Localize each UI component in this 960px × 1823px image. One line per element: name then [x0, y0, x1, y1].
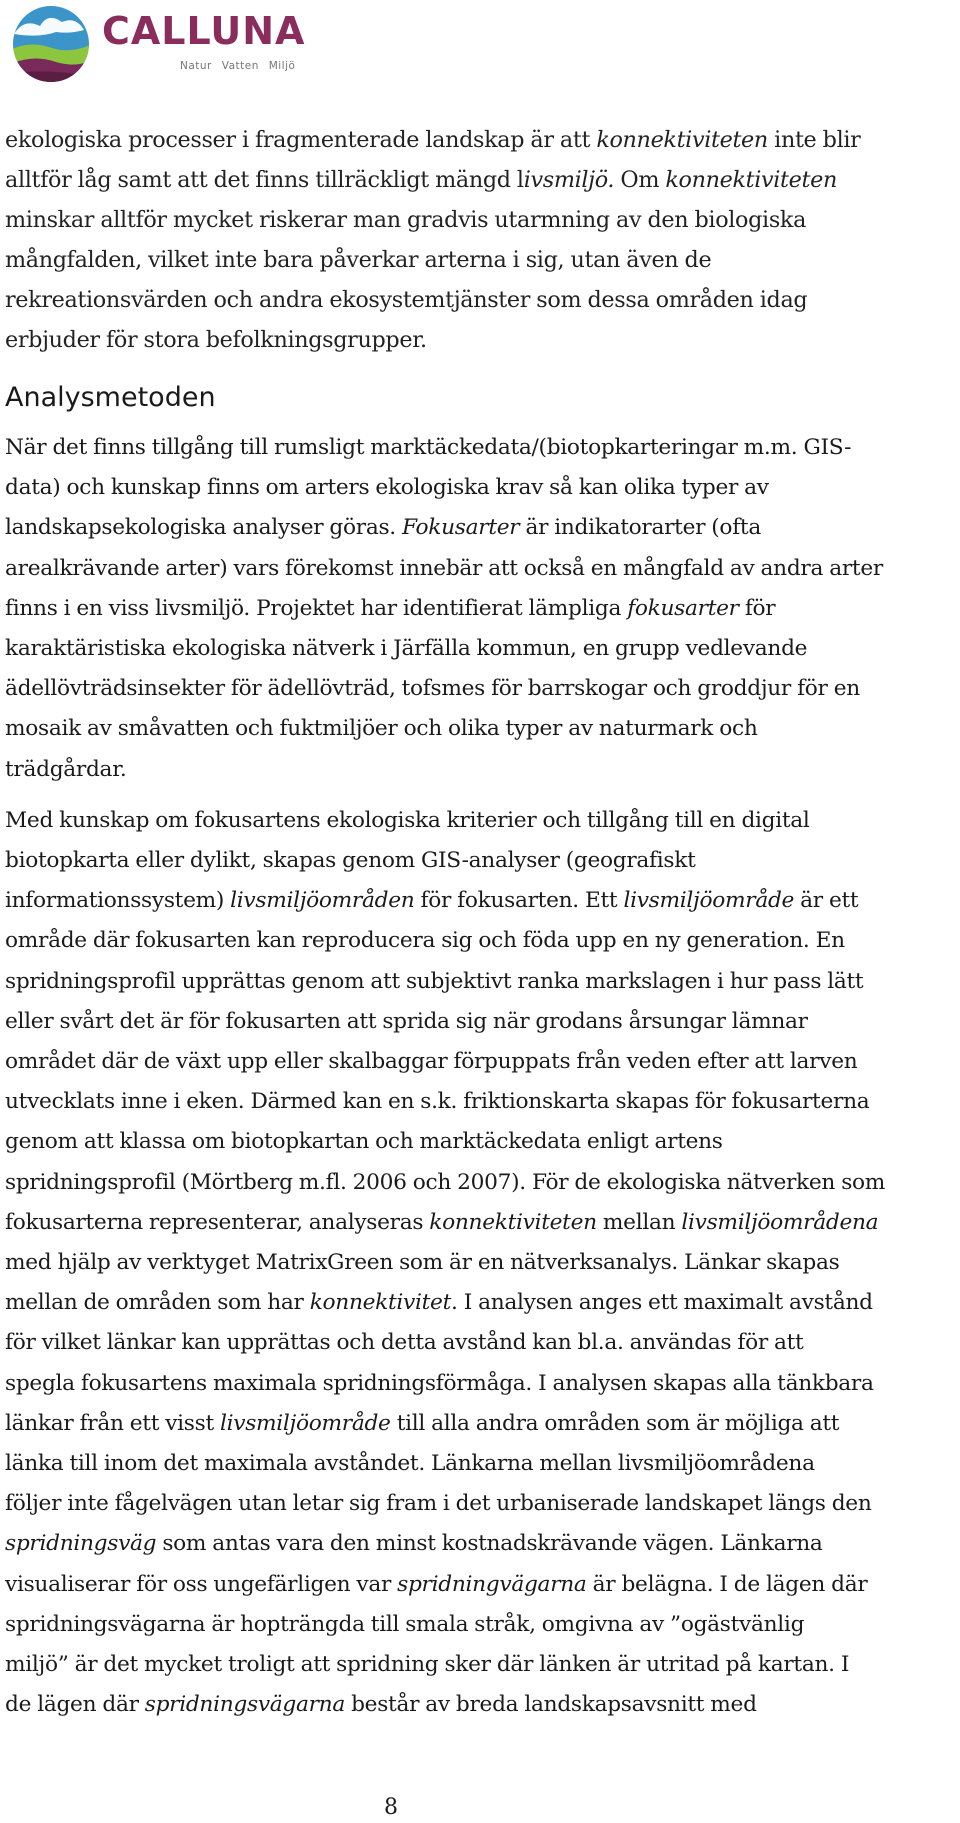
italic-term: livsmiljöområdena: [681, 1209, 879, 1235]
text-run: utvecklats inne i eken. Därmed kan en s.k. friktionskarta skapas för fokusarterna: [5, 1089, 870, 1115]
text-run: länka till inom det maximala avståndet. Länkarna mellan livsmiljöområdena: [5, 1451, 815, 1477]
italic-term: konnektiviteten: [665, 167, 837, 193]
text-run: finns i en viss livsmiljö. Projektet har identifierat lämpliga: [5, 595, 628, 621]
paragraph-line: [5, 881, 960, 921]
paragraph-line: [5, 1243, 960, 1283]
paragraph-line: [5, 1364, 960, 1404]
text-run: arealkrävande arter) vars förekomst innebär att också en mångfald av andra arter: [5, 555, 883, 581]
logo-tagline: Natur Vatten Miljö: [180, 60, 296, 72]
text-run: minskar alltför mycket riskerar man gradvis utarmning av den biologiska: [5, 207, 807, 233]
text-run: inte blir: [767, 127, 861, 153]
paragraph-line: [5, 669, 960, 709]
text-run: ädellövträdsinsekter för ädellövträd, tofsmes för barrskogar och groddjur för en: [5, 676, 860, 702]
text-run: som antas vara den minst kostnadskrävande vägen. Länkarna: [156, 1531, 823, 1557]
text-run: trädgårdar.: [5, 756, 127, 782]
text-run: med hjälp av verktyget MatrixGreen som är en nätverksanalys. Länkar skapas: [5, 1250, 840, 1276]
italic-term: spridningsväg: [5, 1531, 157, 1557]
text-run: mellan de områden som har: [5, 1290, 310, 1316]
paragraph-line: [5, 1484, 960, 1524]
italic-term: livsmiljöområde: [623, 888, 795, 914]
page-header: [10, 4, 310, 84]
text-run: ekologiska processer i fragmenterade landskap är att: [5, 127, 597, 153]
paragraph-line: [5, 629, 960, 669]
paragraph-line: [5, 1203, 960, 1243]
paragraph-line: [5, 1685, 960, 1725]
text-run: område där fokusarten kan reproducera sig och föda upp en ny generation. En: [5, 928, 845, 954]
italic-term: konnektiviteten: [429, 1209, 597, 1235]
paragraph-line: [5, 1163, 960, 1203]
paragraph-line: [5, 921, 960, 961]
intro-line: [5, 320, 960, 360]
text-run: är ett: [794, 888, 859, 914]
italic-term: spridningvägarna: [397, 1571, 587, 1597]
text-run: karaktäristiska ekologiska nätverk i Järfälla kommun, en grupp vedlevande: [5, 636, 808, 662]
intro-line: [5, 280, 960, 320]
text-run: mosaik av småvatten och fuktmiljöer och olika typer av naturmark och: [5, 716, 758, 742]
paragraph-line: [5, 962, 960, 1002]
text-run: Om: [614, 167, 666, 193]
paragraph-line: [5, 1444, 960, 1484]
italic-term: livsmiljöområde: [219, 1410, 391, 1436]
document-body: [5, 120, 960, 1726]
intro-line: [5, 160, 960, 200]
page-number: 8: [384, 1795, 398, 1820]
italic-term: konnektiviteten: [596, 127, 768, 153]
paragraph-line: [5, 1605, 960, 1645]
text-run: spridningsvägarna är hopträngda till smala stråk, omgivna av ”ogästvänlig: [5, 1611, 805, 1637]
paragraph-line: [5, 1002, 960, 1042]
paragraph-line: [5, 1565, 960, 1605]
paragraph-line: [5, 801, 960, 841]
text-run: är indikatorarter (ofta: [519, 515, 761, 541]
text-run: När det finns tillgång till rumsligt marktäckedata/(biotopkarteringar m.m. GIS-: [5, 435, 852, 460]
text-run: landskapsekologiska analyser göras.: [5, 515, 402, 541]
calluna-logo-icon: [10, 4, 92, 84]
text-run: till alla andra områden som är möjliga att: [390, 1410, 840, 1436]
paragraph-line: [5, 709, 960, 749]
paragraph-line: [5, 1042, 960, 1082]
text-run: mellan: [596, 1209, 682, 1235]
italic-term: Fokusarter: [401, 515, 520, 541]
text-run: biotopkarta eller dylikt, skapas genom GIS-analyser (geografiskt: [5, 848, 696, 874]
text-run: data) och kunskap finns om arters ekologiska krav så kan olika typer av: [5, 475, 769, 501]
paragraph-line: [5, 1323, 960, 1363]
text-run: informationssystem): [5, 888, 231, 914]
text-run: spridningsprofil upprättas genom att subjektivt ranka markslagen i hur pass lätt: [5, 968, 864, 994]
paragraph-line: [5, 1082, 960, 1122]
intro-line: [5, 120, 960, 160]
paragraph-line: [5, 549, 960, 589]
paragraph-line: [5, 508, 960, 548]
logo-wordmark: CALLUNA: [102, 9, 306, 53]
text-run: mångfalden, vilket inte bara påverkar arterna i sig, utan även de: [5, 247, 712, 273]
paragraph-line: [5, 589, 960, 629]
italic-term: fokusarter: [627, 595, 739, 621]
text-run: spridningsprofil (Mörtberg m.fl. 2006 och 2007). För de ekologiska nätverken som: [5, 1169, 886, 1195]
text-run: visualiserar för oss ungefärligen var: [5, 1571, 398, 1597]
paragraph-line: [5, 1283, 960, 1323]
intro-paragraph: [5, 120, 960, 360]
text-run: består av breda landskapsavsnitt med: [344, 1692, 757, 1718]
text-run: alltför låg samt att det finns tillräckligt mängd l: [5, 167, 524, 193]
text-run: följer inte fågelvägen utan letar sig fram i det urbaniserade landskapet längs den: [5, 1491, 872, 1517]
paragraph-line: [5, 1524, 960, 1564]
paragraph-line: [5, 1122, 960, 1162]
italic-term: livsmiljöområden: [230, 888, 415, 914]
text-run: . I analysen anges ett maximalt avstånd: [451, 1290, 873, 1316]
paragraph-analysis-method: [5, 801, 960, 1726]
intro-line: [5, 240, 960, 280]
paragraph-line: [5, 1645, 960, 1685]
section-heading: Analysmetoden: [5, 382, 216, 413]
text-run: eller svårt det är för fokusarten att sprida sig när grodans årsungar lämnar: [5, 1008, 808, 1034]
paragraph-analysis-intro: [5, 428, 960, 790]
text-run: miljö” är det mycket troligt att spridning sker där länken är utritad på kartan. I: [5, 1652, 850, 1678]
text-run: genom att klassa om biotopkartan och marktäckedata enligt artens: [5, 1129, 723, 1155]
text-run: länkar från ett visst: [5, 1410, 220, 1436]
italic-term: spridningsvägarna: [144, 1692, 345, 1718]
italic-term: konnektivitet: [309, 1290, 452, 1316]
text-run: fokusarterna representerar, analyseras: [5, 1209, 430, 1235]
text-run: spegla fokusartens maximala spridningsförmåga. I analysen skapas alla tänkbara: [5, 1370, 874, 1396]
paragraph-line: [5, 750, 960, 790]
paragraph-line: [5, 1404, 960, 1444]
text-run: för: [738, 595, 776, 621]
text-run: Med kunskap om fokusartens ekologiska kriterier och tillgång till en digital: [5, 807, 810, 833]
text-run: för vilket länkar kan upprättas och detta avstånd kan bl.a. användas för att: [5, 1330, 804, 1356]
text-run: för fokusarten. Ett: [414, 888, 624, 914]
paragraph-line: [5, 428, 960, 468]
text-run: erbjuder för stora befolkningsgrupper.: [5, 327, 427, 353]
text-run: de lägen där: [5, 1692, 145, 1718]
text-run: rekreationsvärden och andra ekosystemtjänster som dessa områden idag: [5, 287, 808, 313]
text-run: är belägna. I de lägen där: [586, 1571, 868, 1597]
italic-term: ivsmiljö.: [523, 167, 615, 193]
paragraph-line: [5, 841, 960, 881]
paragraph-line: [5, 468, 960, 508]
text-run: området där de växt upp eller skalbaggar förpuppats från veden efter att larven: [5, 1049, 858, 1075]
intro-line: [5, 200, 960, 240]
